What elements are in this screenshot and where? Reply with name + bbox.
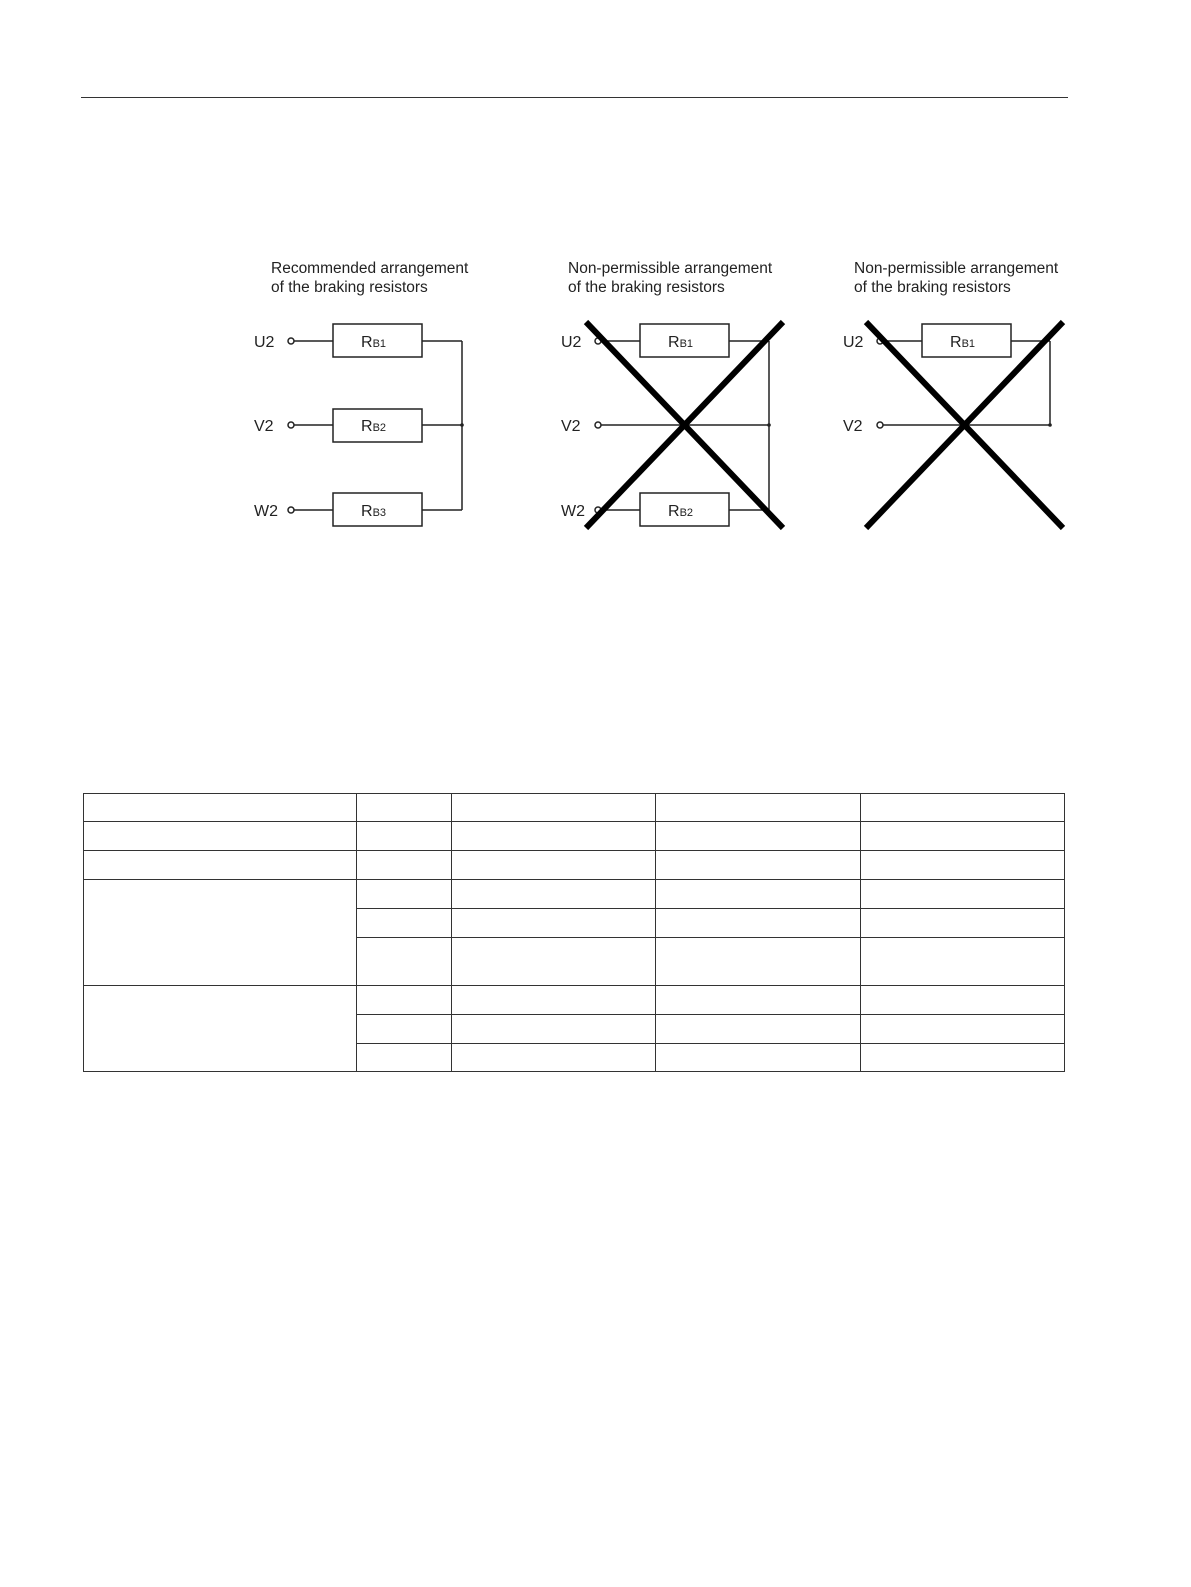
caption-line-1: Recommended arrangement [271, 260, 469, 277]
table-cell [452, 938, 656, 986]
terminal-v2 [877, 422, 883, 428]
table-cell [861, 1015, 1065, 1044]
junction-dot [460, 423, 464, 427]
terminal-w2 [288, 507, 294, 513]
table-cell [861, 880, 1065, 909]
table-cell [861, 909, 1065, 938]
terminal-label: W2 [254, 503, 278, 520]
table-cell [656, 986, 861, 1015]
table-cell [656, 880, 861, 909]
table-cell [452, 880, 656, 909]
table-cell [656, 822, 861, 851]
table-row [84, 880, 1065, 909]
table-cell [656, 1015, 861, 1044]
table-cell [84, 794, 357, 822]
table-cell [84, 822, 357, 851]
terminal-label: V2 [843, 418, 863, 435]
resistor-label: RB2 [668, 503, 694, 520]
table-cell [861, 794, 1065, 822]
caption-line-1: Non-permissible arrangement [854, 260, 1059, 277]
table-cell [357, 794, 452, 822]
table-cell [452, 909, 656, 938]
resistor-label: RB3 [361, 503, 387, 520]
table-cell [452, 794, 656, 822]
terminal-label: W2 [561, 503, 585, 520]
table-cell [452, 1044, 656, 1072]
terminal-v2 [288, 422, 294, 428]
table-cell [656, 794, 861, 822]
terminal-label: U2 [254, 334, 275, 351]
resistor-label: RB2 [361, 418, 387, 435]
table-cell [861, 822, 1065, 851]
table-cell [656, 851, 861, 880]
table-row [84, 794, 1065, 822]
resistor-label: RB1 [950, 334, 976, 351]
table-cell [357, 1044, 452, 1072]
table-cell [861, 938, 1065, 986]
table-cell [452, 851, 656, 880]
table-cell [357, 822, 452, 851]
table-cell [861, 986, 1065, 1015]
table-cell [861, 1044, 1065, 1072]
table-cell [357, 909, 452, 938]
caption-line-1: Non-permissible arrangement [568, 260, 773, 277]
table-cell [452, 822, 656, 851]
table-cell [861, 851, 1065, 880]
junction-dot [1048, 423, 1052, 427]
terminal-label: V2 [254, 418, 274, 435]
resistor-diagrams [0, 0, 1191, 600]
table-cell [656, 938, 861, 986]
caption-line-2: of the braking resistors [271, 279, 428, 296]
table-cell [656, 1044, 861, 1072]
resistor-label: RB1 [361, 334, 387, 351]
table-cell [357, 1015, 452, 1044]
table-row [84, 822, 1065, 851]
table-cell [357, 938, 452, 986]
junction-dot [767, 423, 771, 427]
table-cell [84, 986, 357, 1072]
terminal-u2 [288, 338, 294, 344]
resistor-label: RB1 [668, 334, 694, 351]
terminal-label: U2 [561, 334, 582, 351]
table-cell [656, 909, 861, 938]
table-cell [357, 851, 452, 880]
table-row [84, 851, 1065, 880]
spec-table [83, 793, 1065, 1072]
terminal-label: V2 [561, 418, 581, 435]
caption-line-2: of the braking resistors [854, 279, 1011, 296]
table-cell [357, 986, 452, 1015]
table-row [84, 986, 1065, 1015]
table-cell [357, 880, 452, 909]
table-cell [452, 1015, 656, 1044]
table-cell [84, 851, 357, 880]
table-cell [452, 986, 656, 1015]
terminal-v2 [595, 422, 601, 428]
caption-line-2: of the braking resistors [568, 279, 725, 296]
table-cell [84, 880, 357, 986]
terminal-label: U2 [843, 334, 864, 351]
